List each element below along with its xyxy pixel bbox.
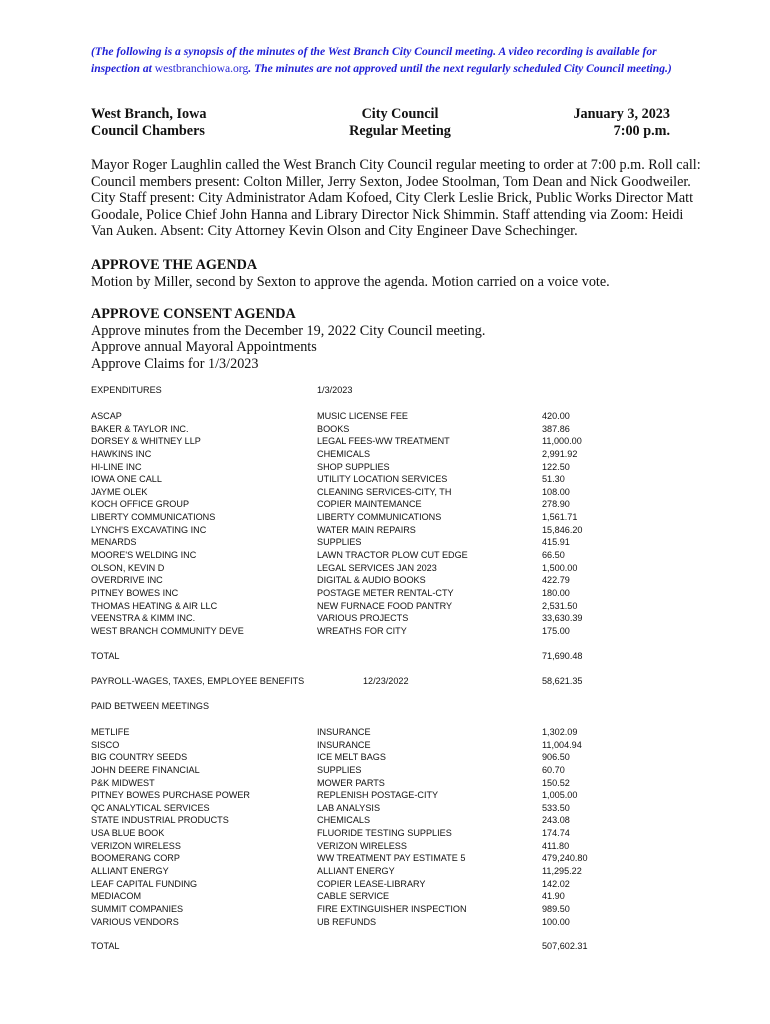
vendor-cell: THOMAS HEATING & AIR LLC — [91, 600, 218, 611]
amount-cell: 1,302.09 — [542, 727, 578, 737]
description-cell: LIBERTY COMMUNICATIONS — [317, 512, 442, 523]
vendor-cell: PITNEY BOWES INC — [91, 587, 179, 598]
website-link[interactable]: westbranchiowa.org — [154, 61, 249, 75]
vendor-cell: OVERDRIVE INC — [91, 575, 163, 586]
description-cell: LEGAL SERVICES JAN 2023 — [317, 562, 437, 573]
description-cell: SUPPLIES — [317, 537, 362, 548]
amount-cell: 387.86 — [542, 423, 570, 434]
description-cell: MOWER PARTS — [317, 777, 385, 788]
vendor-cell: LYNCH'S EXCAVATING INC — [91, 524, 207, 535]
vendor-cell: QC ANALYTICAL SERVICES — [91, 802, 210, 813]
amount-cell: 1,500.00 — [542, 562, 578, 573]
description-cell: POSTAGE METER RENTAL-CTY — [317, 587, 454, 598]
vendor-cell: JAYME OLEK — [91, 486, 148, 497]
vendor-cell: WEST BRANCH COMMUNITY DEVE — [91, 625, 244, 636]
agenda-heading: APPROVE THE AGENDA — [91, 257, 258, 273]
header-city: West Branch, Iowa — [91, 106, 207, 122]
amount-cell: 411.80 — [542, 840, 570, 851]
amount-cell: 243.08 — [542, 815, 570, 826]
description-cell: LAB ANALYSIS — [317, 802, 381, 813]
between-label: PAID BETWEEN MEETINGS — [91, 701, 210, 711]
vendor-cell: VEENSTRA & KIMM INC. — [91, 613, 196, 624]
description-cell: SUPPLIES — [317, 764, 362, 775]
payroll-amount: 58,621.35 — [542, 676, 583, 686]
between-total-label: TOTAL — [91, 941, 120, 951]
amount-cell: 174.74 — [542, 828, 570, 839]
amount-cell: 108.00 — [542, 486, 570, 497]
vendor-cell: BOOMERANG CORP — [91, 853, 180, 864]
amount-cell: 415.91 — [542, 537, 570, 548]
vendor-cell: MEDIACOM — [91, 891, 142, 902]
amount-cell: 11,295.22 — [542, 866, 582, 877]
description-cell: LEGAL FEES-WW TREATMENT — [317, 436, 450, 447]
vendor-cell: STATE INDUSTRIAL PRODUCTS — [91, 815, 229, 826]
expenditures-total-label: TOTAL — [91, 651, 120, 661]
amount-cell: 100.00 — [542, 916, 570, 927]
description-cell: VERIZON WIRELESS — [317, 840, 407, 851]
description-cell: REPLENISH POSTAGE-CITY — [317, 790, 439, 801]
synopsis-text-before: (The following is a synopsis of the minutes of the West Branch City Council meeting. A video recording is available for inspection at — [91, 45, 657, 75]
synopsis-text-after: . The minutes are not approved until the next regularly scheduled City Council meeting.) — [248, 61, 672, 75]
description-cell: UTILITY LOCATION SERVICES — [317, 474, 448, 485]
description-cell: INSURANCE — [317, 727, 371, 737]
amount-cell: 51.30 — [542, 474, 565, 485]
vendor-cell: SISCO — [91, 739, 120, 750]
header-meeting-type: Regular Meeting — [349, 123, 451, 139]
vendor-cell: MOORE'S WELDING INC — [91, 550, 197, 561]
vendor-cell: PITNEY BOWES PURCHASE POWER — [91, 790, 250, 801]
amount-cell: 142.02 — [542, 878, 570, 889]
header-body: City Council — [361, 106, 439, 122]
description-cell: MUSIC LICENSE FEE — [317, 411, 408, 421]
header-datetime — [573, 106, 670, 140]
consent-line: Approve minutes from the December 19, 2022 City Council meeting. — [91, 322, 486, 339]
vendor-cell: OLSON, KEVIN D — [91, 562, 165, 573]
payroll-label: PAYROLL-WAGES, TAXES, EMPLOYEE BENEFITS — [91, 676, 305, 686]
amount-cell: 989.50 — [542, 903, 570, 914]
vendor-cell: VERIZON WIRELESS — [91, 840, 181, 851]
description-cell: CLEANING SERVICES-CITY, TH — [317, 486, 452, 497]
description-cell: ICE MELT BAGS — [317, 752, 386, 763]
vendor-cell: MENARDS — [91, 537, 137, 548]
description-cell: SHOP SUPPLIES — [317, 461, 390, 472]
vendor-cell: LEAF CAPITAL FUNDING — [91, 878, 198, 889]
description-cell: COPIER LEASE-LIBRARY — [317, 878, 426, 889]
amount-cell: 479,240.80 — [542, 853, 588, 864]
vendor-cell: USA BLUE BOOK — [91, 828, 165, 839]
payroll-date: 12/23/2022 — [363, 676, 409, 686]
header-meeting — [300, 106, 500, 140]
vendor-cell: VARIOUS VENDORS — [91, 916, 179, 927]
description-cell: VARIOUS PROJECTS — [317, 613, 409, 624]
description-cell: WW TREATMENT PAY ESTIMATE 5 — [317, 853, 466, 864]
vendor-cell: BAKER & TAYLOR INC. — [91, 423, 189, 434]
between-total-value: 507,602.31 — [542, 941, 588, 951]
description-cell: FIRE EXTINGUISHER INSPECTION — [317, 903, 467, 914]
amount-cell: 533.50 — [542, 802, 570, 813]
consent-line: Approve Claims for 1/3/2023 — [91, 355, 259, 372]
amount-cell: 906.50 — [542, 752, 570, 763]
description-cell: WATER MAIN REPAIRS — [317, 524, 416, 535]
expenditures-date: 1/3/2023 — [317, 385, 353, 395]
vendor-cell: LIBERTY COMMUNICATIONS — [91, 512, 216, 523]
vendor-cell: JOHN DEERE FINANCIAL — [91, 764, 200, 775]
description-cell: DIGITAL & AUDIO BOOKS — [317, 575, 426, 586]
vendor-cell: METLIFE — [91, 727, 130, 737]
consent-section — [91, 306, 702, 372]
amount-cell: 11,004.94 — [542, 739, 582, 750]
amount-cell: 122.50 — [542, 461, 570, 472]
vendor-cell: BIG COUNTRY SEEDS — [91, 752, 188, 763]
agenda-text: Motion by Miller, second by Sexton to approve the agenda. Motion carried on a voice vote. — [91, 273, 610, 290]
description-cell: UB REFUNDS — [317, 916, 377, 927]
synopsis-note — [91, 44, 706, 77]
intro-paragraph: Mayor Roger Laughlin called the West Branch City Council regular meeting to order at 7:00 p.m. Roll call: Council members present: Colton Miller, Jerry Sexton, Jodee Stoolman, Tom Dean and Nick Goodweiler. City Staff present: City Administrator Adam Kofoed, City Clerk Leslie Brick, Public Works Director Matt Goodale, Police Chief John Hanna and Library Director Nick Shimmin. Staff attending via Zoom: Heidi Van Auken. Absent: City Attorney Kevin Olson and City Engineer Dave Schechinger. — [91, 157, 701, 240]
description-cell: FLUORIDE TESTING SUPPLIES — [317, 828, 452, 839]
description-cell: COPIER MAINTEMANCE — [317, 499, 422, 510]
vendor-cell: IOWA ONE CALL — [91, 474, 162, 485]
header-date: January 3, 2023 — [573, 106, 670, 122]
description-cell: CHEMICALS — [317, 448, 371, 459]
amount-cell: 150.52 — [542, 777, 570, 788]
consent-heading: APPROVE CONSENT AGENDA — [91, 306, 296, 322]
amount-cell: 420.00 — [542, 411, 570, 421]
amount-cell: 66.50 — [542, 550, 565, 561]
amount-cell: 278.90 — [542, 499, 570, 510]
vendor-cell: SUMMIT COMPANIES — [91, 903, 184, 914]
amount-cell: 15,846.20 — [542, 524, 583, 535]
amount-cell: 11,000.00 — [542, 436, 582, 447]
header-time: 7:00 p.m. — [613, 123, 670, 139]
amount-cell: 422.79 — [542, 575, 570, 586]
agenda-section — [91, 257, 702, 290]
vendor-cell: P&K MIDWEST — [91, 777, 155, 788]
amount-cell: 2,991.92 — [542, 448, 578, 459]
description-cell: CABLE SERVICE — [317, 891, 390, 902]
description-cell: WREATHS FOR CITY — [317, 625, 407, 636]
vendor-cell: ASCAP — [91, 411, 122, 421]
description-cell: INSURANCE — [317, 739, 371, 750]
amount-cell: 2,531.50 — [542, 600, 578, 611]
header-location — [91, 106, 206, 140]
amount-cell: 41.90 — [542, 891, 565, 902]
amount-cell: 1,005.00 — [542, 790, 578, 801]
amount-cell: 180.00 — [542, 587, 570, 598]
consent-line: Approve annual Mayoral Appointments — [91, 339, 317, 356]
description-cell: BOOKS — [317, 423, 350, 434]
vendor-cell: HI-LINE INC — [91, 461, 142, 472]
description-cell: NEW FURNACE FOOD PANTRY — [317, 600, 453, 611]
vendor-cell: ALLIANT ENERGY — [91, 866, 169, 877]
description-cell: ALLIANT ENERGY — [317, 866, 395, 877]
amount-cell: 175.00 — [542, 625, 570, 636]
vendor-cell: KOCH OFFICE GROUP — [91, 499, 190, 510]
description-cell: LAWN TRACTOR PLOW CUT EDGE — [317, 550, 468, 561]
vendor-cell: DORSEY & WHITNEY LLP — [91, 436, 201, 447]
expenditures-label: EXPENDITURES — [91, 385, 162, 395]
amount-cell: 60.70 — [542, 764, 565, 775]
description-cell: CHEMICALS — [317, 815, 371, 826]
header-room: Council Chambers — [91, 123, 205, 139]
vendor-cell: HAWKINS INC — [91, 448, 152, 459]
expenditures-total-value: 71,690.48 — [542, 651, 583, 661]
amount-cell: 33,630.39 — [542, 613, 583, 624]
amount-cell: 1,561.71 — [542, 512, 578, 523]
